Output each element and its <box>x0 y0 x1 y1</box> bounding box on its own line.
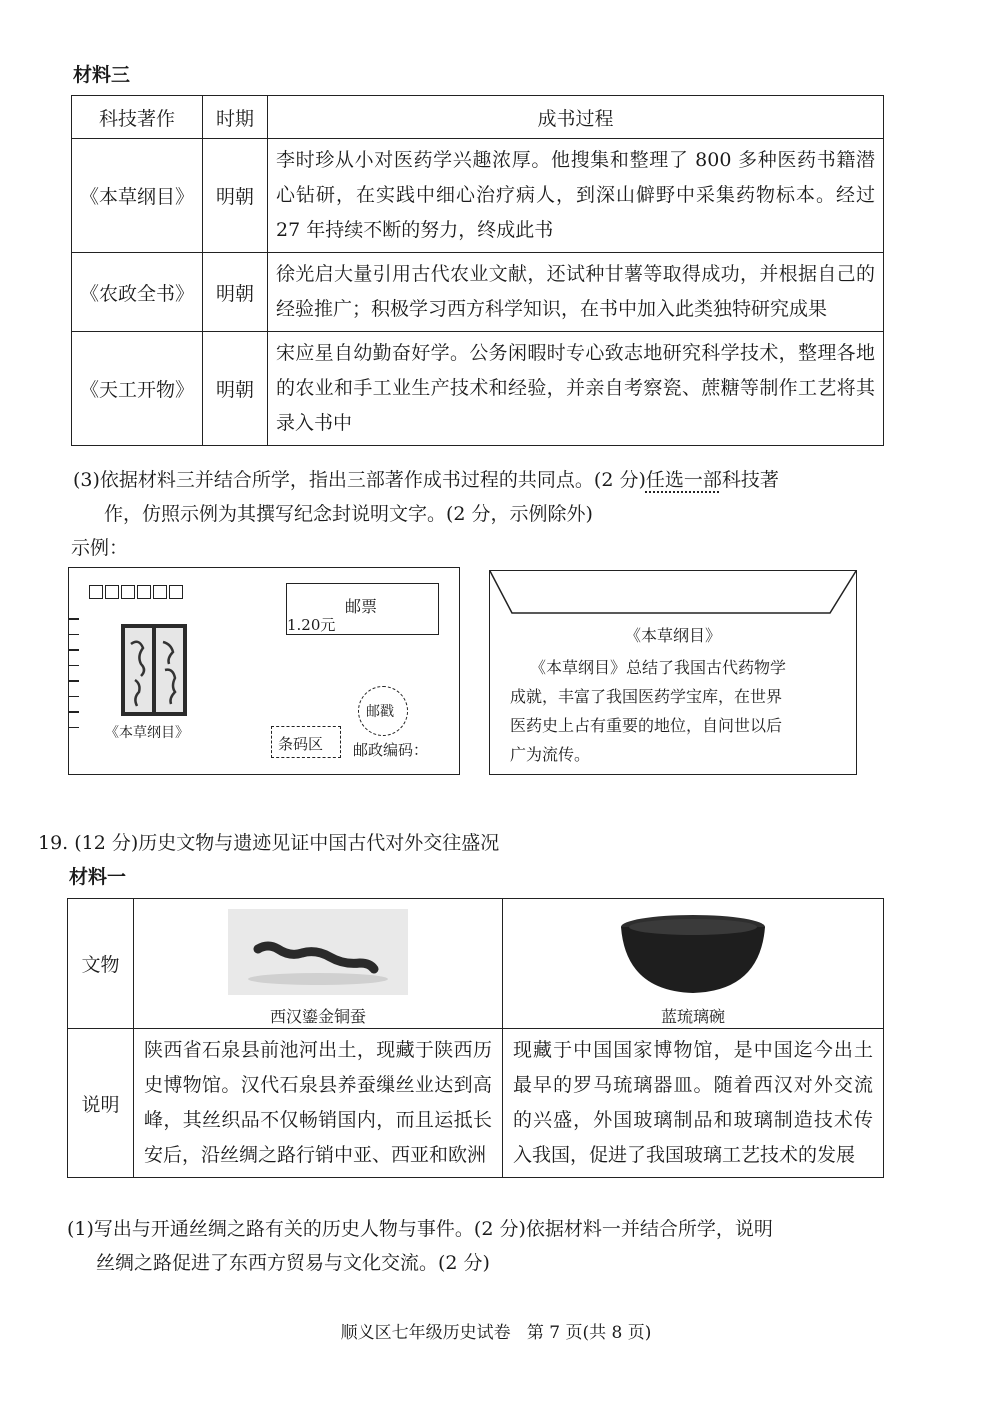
question-3-part2: 科技著 <box>721 469 779 491</box>
stamp-price: 1.20元 <box>287 616 336 634</box>
envelope-back <box>489 570 857 775</box>
question-3-part1: (3)依据材料三并结合所学，指出三部著作成书过程的共同点。(2 分) <box>73 469 646 491</box>
artifact2-description: 现藏于中国国家博物馆，是中国迄今出土最早的罗马琉璃器皿。随着西汉对外交流的兴盛，外国玻璃制品和玻璃制造技术传入我国，促进了我国玻璃工艺技术的发展 <box>503 1029 884 1178</box>
blue-glass-bowl-image <box>618 911 768 995</box>
back-text-line: 《本草纲目》总结了我国古代药物学 <box>530 658 787 677</box>
process-text: 宋应星自幼勤奋好学。公务闲暇时专心致志地研究科学技术，整理各地的农业和手工业生产技术和经验，并亲自考察瓷、蔗糖等制作工艺将其录入书中 <box>268 332 884 446</box>
work-name: 《农政全书》 <box>72 253 203 332</box>
back-text <box>510 653 786 769</box>
back-text-line: 成就，丰富了我国医药学宝库，在世界 <box>510 687 783 706</box>
page-footer: 顺义区七年级历史试卷 第 7 页(共 8 页) <box>340 1323 652 1343</box>
barcode-label: 条码区 <box>278 735 324 753</box>
postmark-circle <box>358 686 408 736</box>
postmark-label: 邮戳 <box>366 704 394 720</box>
table-row <box>68 899 884 1029</box>
back-text-line: 广为流传。 <box>510 745 591 764</box>
question-19-title: 19. (12 分)历史文物与遗迹见证中国古代对外交往盛况 <box>38 832 500 854</box>
process-text: 徐光启大量引用古代农业文献，还试种甘薯等取得成功，并根据自己的经验推广；积极学习西方科学知识，在书中加入此类独特研究成果 <box>268 253 884 332</box>
stamp-label: 邮票 <box>345 597 378 616</box>
table-row <box>72 139 884 253</box>
column-header: 时期 <box>203 96 268 139</box>
artifact-cell <box>134 899 503 1029</box>
image-caption: 《本草纲目》 <box>105 725 189 741</box>
work-name: 《本草纲目》 <box>72 139 203 253</box>
table-row <box>68 1029 884 1178</box>
edge-ticks <box>69 618 79 728</box>
material3-heading: 材料三 <box>73 64 131 86</box>
period: 明朝 <box>203 332 268 446</box>
postcode-label: 邮政编码： <box>353 741 429 759</box>
work-name: 《天工开物》 <box>72 332 203 446</box>
envelope-flap <box>490 571 856 616</box>
envelope-front <box>68 567 460 775</box>
process-text: 李时珍从小对医药学兴趣浓厚。他搜集和整理了 800 多种医药书籍潜心钻研，在实践中细心治疗病人，到深山僻野中采集药物标本。经过 27 年持续不断的努力，终成此书 <box>268 139 884 253</box>
question-3 <box>73 463 893 497</box>
question-3-emphasis: 任选一部 <box>645 469 722 491</box>
stamp-box <box>286 583 439 635</box>
artifact2-caption: 蓝琉璃碗 <box>660 1007 725 1026</box>
period: 明朝 <box>203 139 268 253</box>
back-text-line: 医药史上占有重要的地位，自问世以后 <box>510 716 783 735</box>
barcode-area <box>271 726 341 758</box>
column-header: 科技著作 <box>72 96 203 139</box>
bencao-book-image <box>121 624 187 716</box>
period: 明朝 <box>203 253 268 332</box>
row-label: 文物 <box>68 899 134 1029</box>
artifact1-description: 陕西省石泉县前池河出土，现藏于陕西历史博物馆。汉代石泉县养蚕缫丝业达到高峰，其丝织品不仅畅销国内，而且运抵长安后，沿丝绸之路行销中亚、西亚和欧洲 <box>134 1029 503 1178</box>
artifact1-caption: 西汉鎏金铜蚕 <box>269 1007 366 1026</box>
table-row <box>72 253 884 332</box>
artifact-cell <box>503 899 884 1029</box>
material3-table <box>71 95 884 446</box>
gilt-bronze-silkworm-image <box>228 909 408 995</box>
row-label: 说明 <box>68 1029 134 1178</box>
question-3-line2: 作，仿照示例为其撰写纪念封说明文字。(2 分，示例除外) <box>104 503 593 525</box>
column-header: 成书过程 <box>268 96 884 139</box>
example-label: 示例： <box>71 537 129 559</box>
material1-table <box>67 898 884 1178</box>
question-19-1-line1: (1)写出与开通丝绸之路有关的历史人物与事件。(2 分)依据材料一并结合所学，说明 <box>67 1218 773 1240</box>
back-title: 《本草纲目》 <box>624 626 721 645</box>
postcode-boxes <box>89 585 183 599</box>
material1-heading: 材料一 <box>69 866 127 888</box>
question-19-1-line2: 丝绸之路促进了东西方贸易与文化交流。(2 分) <box>96 1252 490 1274</box>
table-row <box>72 332 884 446</box>
table-header-row <box>72 96 884 139</box>
